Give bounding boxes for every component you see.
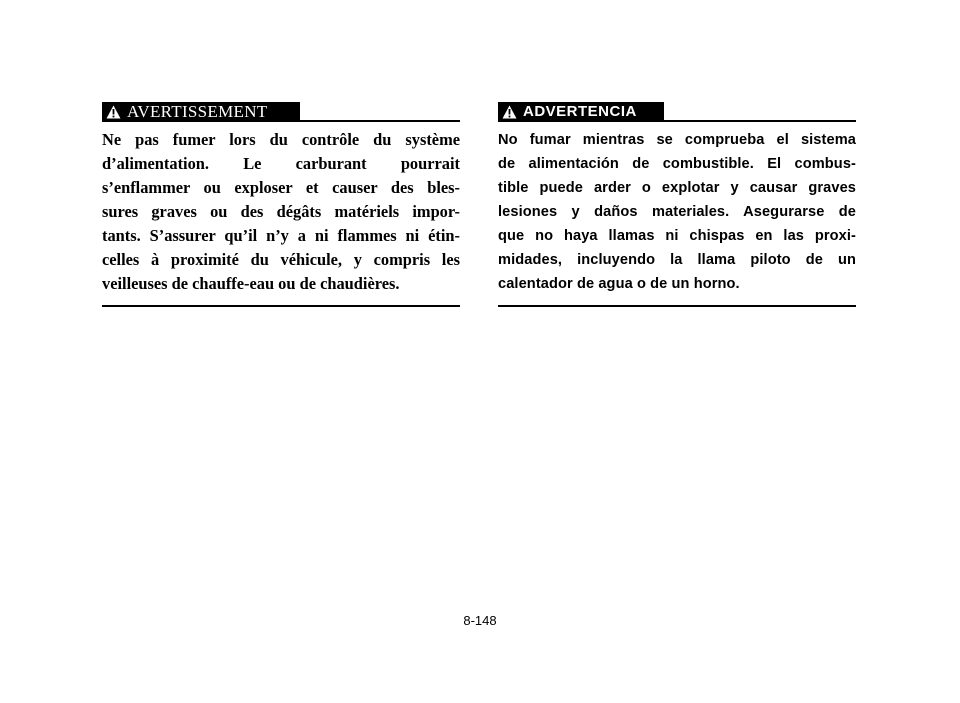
- text-line: sures graves ou des dégâts matériels impor-: [102, 202, 460, 221]
- text-line: lesiones y daños materiales. Asegurarse de: [498, 204, 856, 220]
- page-number: 8-148: [463, 613, 497, 628]
- warning-header-french: [102, 102, 460, 124]
- text-line: que no haya llamas ni chispas en las proxi-: [498, 228, 856, 244]
- text-line: calentador de agua o de un horno.: [498, 276, 740, 292]
- text-line: de alimentación de combustible. El combus-: [498, 156, 856, 172]
- warning-block-french: [102, 102, 460, 307]
- bottom-rule: [102, 305, 460, 307]
- text-line: celles à proximité du véhicule, y compris les: [102, 250, 460, 269]
- warning-triangle-icon: [106, 105, 121, 119]
- text-line: s’enflammer ou exploser et causer des bles-: [102, 178, 460, 197]
- warning-label: AVERTISSEMENT: [127, 102, 268, 121]
- warning-block-spanish: [498, 102, 856, 307]
- warning-badge-spanish: [498, 102, 664, 122]
- text-line: d’alimentation. Le carburant pourrait: [102, 154, 460, 173]
- warning-badge-french: [102, 102, 300, 122]
- text-line: midades, incluyendo la llama piloto de un: [498, 252, 856, 268]
- text-line: veilleuses de chauffe-eau ou de chaudières.: [102, 274, 400, 293]
- warning-text-spanish: [498, 128, 856, 296]
- warning-text-french: [102, 128, 460, 296]
- warning-label: ADVERTENCIA: [523, 103, 637, 120]
- bottom-rule: [498, 305, 856, 307]
- text-line: tants. S’assurer qu’il n’y a ni flammes ni étin-: [102, 226, 460, 245]
- warning-triangle-icon: [502, 105, 517, 119]
- text-line: No fumar mientras se comprueba el sistema: [498, 132, 856, 148]
- text-line: tible puede arder o explotar y causar graves: [498, 180, 856, 196]
- warning-header-spanish: [498, 102, 856, 124]
- text-line: Ne pas fumer lors du contrôle du système: [102, 130, 460, 149]
